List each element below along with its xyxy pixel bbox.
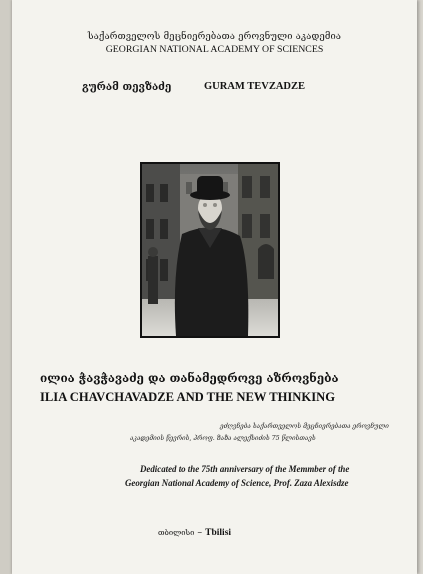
book-cover [12, 0, 417, 574]
place-separator: – [197, 527, 203, 538]
book-title-english: ILIA CHAVCHAVADZE AND THE NEW THINKING [40, 390, 335, 404]
portrait-photo-image [142, 164, 278, 336]
place-english: Tbilisi [205, 528, 232, 538]
dedication-english-line-1: Dedicated to the 75th anniversary of the Memmber of the [140, 464, 350, 474]
book-title-georgian: ილია ჭავჭავაძე და თანამედროვე აზროვნება [40, 371, 339, 385]
academy-name-english: GEORGIAN NATIONAL ACADEMY OF SCIENCES [105, 44, 324, 55]
dedication-georgian-line-1: ეძღვნება საქართველოს მეცნიერებათა ეროვნული [220, 423, 389, 430]
dedication-georgian-line-2: აკადემიის წევრის, პროფ. ზაზა ალექსიძის 75 წლისთავს [130, 435, 316, 442]
academy-name-georgian: საქართველოს მეცნიერებათა ეროვნული აკადემია [87, 31, 342, 42]
publication-place [158, 527, 231, 538]
page-edge [0, 0, 12, 574]
dedication-english-line-2: Georgian National Academy of Science, Prof. Zaza Alexisdze [125, 478, 349, 488]
author-name-english: GURAM TEVZADZE [204, 81, 306, 92]
place-georgian: თბილისი [158, 528, 195, 537]
portrait-photo [140, 162, 280, 338]
author-name-georgian: გურამ თევზაძე [82, 81, 172, 93]
